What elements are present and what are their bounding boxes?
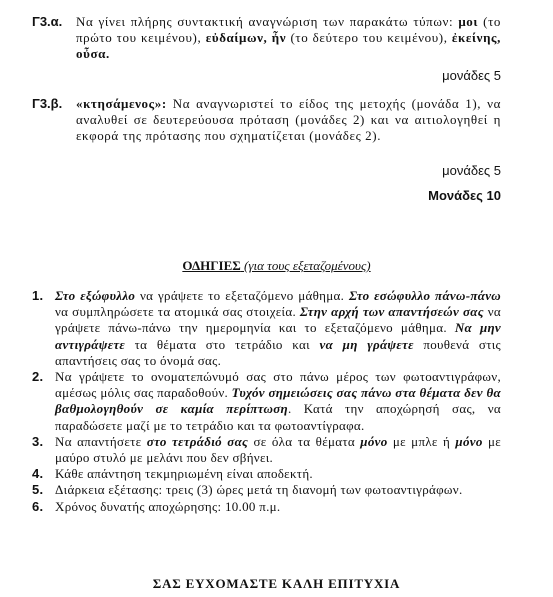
- question-g3b: [32, 96, 501, 144]
- instruction-item: 3. Να απαντήσετε στο τετράδιό σας σε όλα τα θέματα μόνο με μπλε ή μόνο με μαύρο στυλό με μελάνι που δεν σβήνει.: [32, 433, 501, 466]
- instructions-list: [32, 288, 501, 515]
- question-number: Γ3.β.: [32, 96, 63, 111]
- keyword: ἦν: [271, 30, 287, 45]
- closing-message: ΣΑΣ ΕΥΧΟΜΑΣΤΕ ΚΑΛΗ ΕΠΙΤΥΧΙΑ: [152, 576, 401, 591]
- keyword: «κτησάμενος»:: [76, 96, 167, 111]
- question-number: Γ3.α.: [32, 14, 63, 29]
- question-g3a: [32, 14, 501, 62]
- units-label: μονάδες 5: [442, 163, 501, 178]
- keyword: μοι: [458, 14, 479, 29]
- instructions-title: ΟΔΗΓΙΕΣ (για τους εξεταζομένους): [182, 258, 371, 273]
- question-text: «κτησάμενος»: Να αναγνωριστεί το είδος της μετοχής (μονάδα 1), να αναλυθεί σε δευτερεύουσα πρόταση (μονάδες 2) και να αιτιολογηθεί η εκφορά της πρότασης που σχηματίζεται (μονάδες 2).: [76, 96, 501, 143]
- instruction-item: 1. Στο εξώφυλλο να γράψετε το εξεταζόμενο μάθημα. Στο εσώφυλλο πάνω-πάνω να συμπληρώσετε τα ατομικά σας στοιχεία. Στην αρχή των απαντήσεών σας να γράψετε πάνω-πάνω την ημερομηνία και το εξεταζόμενο μάθημα. Να μην αντιγράψετε τα θέματα στο τετράδιο και να μη γράψετε πουθενά στις απαντήσεις σας το όνομά σας.: [32, 288, 502, 368]
- instruction-item: 4. Κάθε απάντηση τεκμηριωμένη είναι αποδεκτή.: [32, 466, 313, 482]
- question-text: Να γίνει πλήρης συντακτική αναγνώριση των παρακάτω τύπων: μοι (το πρώτο του κειμένου), εὐδαίμων, ἦν (το δεύτερο του κειμένου), ἐκείνης, οὖσα.: [76, 14, 501, 61]
- keyword: εὐδαίμων,: [205, 30, 268, 45]
- units-label: μονάδες 5: [442, 68, 501, 83]
- total-units: Μονάδες 10: [428, 188, 501, 203]
- instruction-item: 6. Χρόνος δυνατής αποχώρησης: 10.00 π.μ.: [32, 498, 281, 514]
- instruction-item: 5. Διάρκεια εξέτασης: τρεις (3) ώρες μετά τη διανομή των φωτοαντιγράφων.: [32, 482, 463, 498]
- keyword: ἐκείνης, οὖσα.: [76, 30, 501, 61]
- instruction-item: 2. Να γράψετε το ονοματεπώνυμό σας στο πάνω μέρος των φωτοαντιγράφων, αμέσως μόλις σας παραδοθούν. Τυχόν σημειώσεις σας πάνω στα θέματα δεν θα βαθμολογηθούν σε καμία περίπτωση. Κατά την αποχώρησή σας, να παραδώσετε μαζί με το τετράδιο και τα φωτοαντίγραφα.: [32, 369, 502, 433]
